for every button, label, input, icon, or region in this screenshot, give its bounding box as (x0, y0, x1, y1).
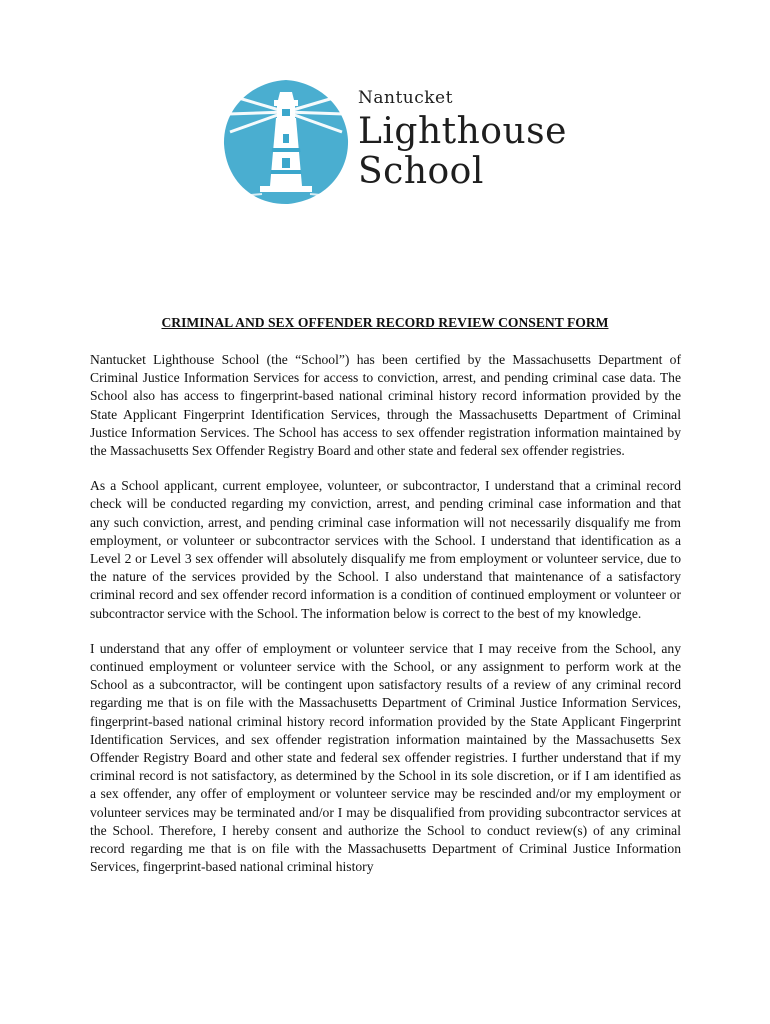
logo-text-lighthouse: Lighthouse (358, 111, 567, 152)
lighthouse-logo-icon (222, 78, 350, 206)
paragraph-certification: Nantucket Lighthouse School (the “School”) has been certified by the Massachusetts Department of Criminal Justice Information Services for access to conviction, arrest, and pending criminal case data. The School also has access to fingerprint-based national criminal history record information provided by the State Applicant Fingerprint Identification Services, through the Massachusetts Department of Criminal Justice Information Services. The School has access to sex offender registration information maintained by the Massachusetts Sex Offender Registry Board and other state and federal sex offender registries. (90, 352, 681, 459)
logo-text-nantucket: Nantucket (358, 88, 453, 108)
paragraph-applicant-understanding: As a School applicant, current employee, volunteer, or subcontractor, I understand that a criminal record check will be conducted regarding my conviction, arrest, and pending criminal case information and that any such conviction, arrest, and pending criminal case information will not necessarily disqualify me from employment, or volunteer or subcontractor services with the School. I understand that identification as a Level 2 or Level 3 sex offender will absolutely disqualify me from employment or volunteer service, due to the nature of the services provided by the School. I also understand that maintenance of a satisfactory criminal record and sex offender record information is a condition of continued employment or volunteer or subcontractor service with the School. The information below is correct to the best of my knowledge. (90, 478, 681, 621)
form-body (90, 351, 681, 893)
paragraph-consent: I understand that any offer of employment or volunteer service that I may receive from the School, any continued employment or volunteer service with the School, or any assignment to perform work at the School as a subcontractor, will be contingent upon satisfactory results of a review of any criminal record regarding me that is on file with the Massachusetts Department of Criminal Justice Information Services, fingerprint-based national criminal history record information provided by the State Applicant Fingerprint Identification Services, and sex offender registration information maintained by the Massachusetts Sex Offender Registry Board and other state and federal sex offender registries. I further understand that if my criminal record is not satisfactory, as determined by the School in its sole discretion, or if I am identified as a sex offender, any offer of employment or volunteer service may be rescinded and/or my employment or volunteer services may be terminated and/or I may be disqualified from providing subcontractor services at the School. Therefore, I hereby consent and authorize the School to conduct review(s) of any criminal record regarding me that is on file with the Massachusetts Department of Criminal Justice Information Services, fingerprint-based national criminal history (90, 640, 681, 875)
form-title: CRIMINAL AND SEX OFFENDER RECORD REVIEW CONSENT FORM (161, 315, 609, 330)
logo-wordmark (358, 88, 567, 192)
logo-text-school: School (358, 151, 484, 192)
school-logo (222, 78, 567, 206)
